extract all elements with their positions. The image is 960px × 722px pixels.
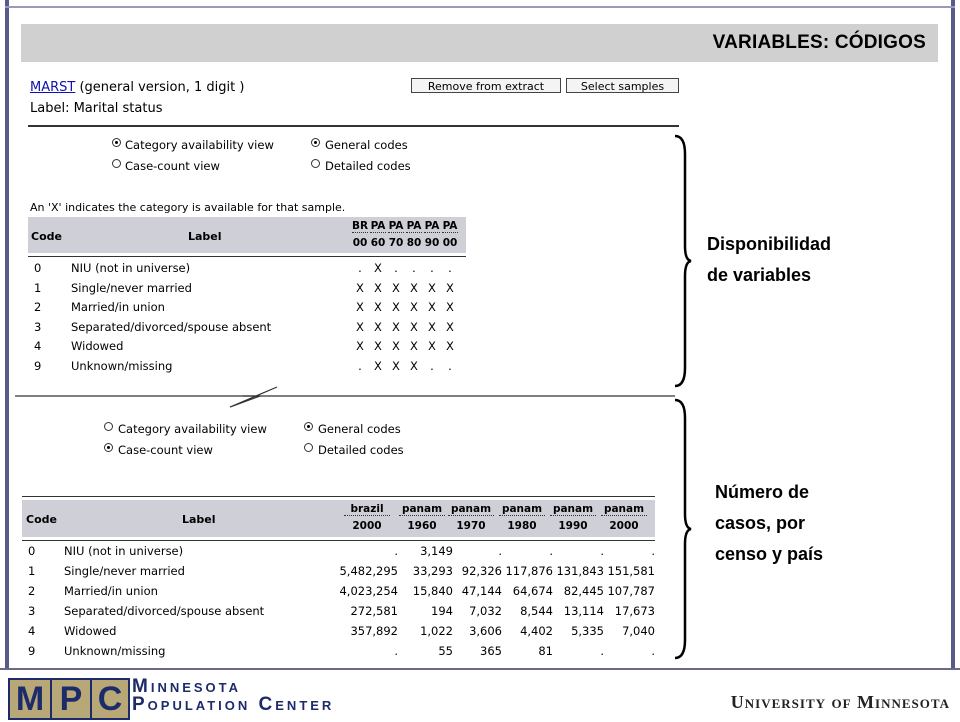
availability-mark: X: [374, 359, 382, 373]
counts-annotation: [715, 477, 823, 570]
sample-country-header: PA: [406, 220, 422, 232]
availability-mark: X: [392, 300, 400, 315]
availability-brace: [672, 134, 692, 388]
count-value: .: [498, 544, 502, 558]
count-value: 7,040: [622, 624, 655, 638]
variable-version: (general version, 1 digit ): [79, 80, 245, 95]
sample-country-header: PA: [370, 220, 386, 232]
count-row-label: Widowed: [64, 624, 117, 638]
availability-row-code: 4: [34, 339, 42, 354]
availability-mark: X: [446, 300, 454, 315]
general-codes-label: General codes: [325, 138, 408, 152]
availability-mark: X: [410, 280, 418, 295]
sample-country-header: PA: [424, 220, 440, 232]
availability-mark: X: [392, 339, 400, 354]
availability-mark: X: [374, 319, 382, 334]
count-value: .: [394, 544, 398, 558]
sample-year-header: 00: [442, 237, 458, 249]
variable-name-link[interactable]: MARST: [30, 80, 76, 95]
count-value: .: [549, 544, 553, 558]
count-year-header: 1960: [407, 520, 437, 532]
availability-mark: X: [392, 319, 400, 334]
availability-mark: .: [358, 261, 362, 275]
count-value: 4,023,254: [339, 584, 398, 598]
title-bar: [21, 24, 938, 62]
availability-row-label: Separated/divorced/spouse absent: [71, 319, 272, 334]
count-table-rule: [22, 540, 655, 541]
count-value: 17,673: [614, 604, 655, 618]
count-row-label: Single/never married: [64, 564, 185, 578]
count-value: 47,144: [461, 584, 502, 598]
availability-mark: X: [392, 359, 400, 373]
counts-annotation-line3: censo y país: [715, 544, 824, 564]
count-value: 117,876: [505, 564, 553, 578]
sample-year-header: 60: [370, 237, 386, 249]
availability-mark: .: [430, 359, 434, 373]
count-value: .: [394, 644, 398, 658]
availability-mark: X: [428, 280, 436, 295]
casecount-view-label: Case-count view: [125, 159, 220, 173]
university-wordmark: University of Minnesota: [730, 692, 950, 712]
count-value: .: [651, 544, 655, 558]
mpc-wordmark: [132, 678, 334, 714]
availability-mark: X: [410, 300, 418, 315]
mpc-wordmark-line2: Population Center: [132, 694, 335, 715]
count-year-header: 2000: [352, 520, 382, 532]
availability-mark: X: [374, 280, 382, 295]
count-row-label: Married/in union: [64, 584, 158, 598]
page-title: VARIABLES: CÓDIGOS: [712, 32, 926, 53]
count-row-label: Separated/divorced/spouse absent: [64, 604, 265, 618]
availability-note: An 'X' indicates the category is available for that sample.: [30, 201, 346, 214]
availability-mark: X: [410, 319, 418, 334]
count-value: .: [600, 644, 604, 658]
category-view-radio-2[interactable]: [104, 422, 113, 431]
count-value: 5,482,295: [339, 564, 398, 578]
count-value: 15,840: [412, 584, 453, 598]
availability-mark: X: [446, 339, 454, 354]
variable-label-key: Label: [30, 101, 66, 116]
availability-table-rule: [28, 256, 466, 257]
frame-left-border: [5, 0, 9, 668]
count-value: 194: [431, 604, 453, 618]
count-value: 33,293: [412, 564, 453, 578]
count-country-header: panam: [399, 503, 445, 516]
count-value: 357,892: [350, 624, 398, 638]
availability-annotation-line2: de variables: [707, 265, 812, 285]
availability-row-label: NIU (not in universe): [71, 261, 191, 275]
availability-mark: X: [410, 339, 418, 354]
count-value: 92,326: [461, 564, 502, 578]
sample-year-header: 80: [406, 237, 422, 249]
count-value: 3,149: [420, 544, 453, 558]
count-value: 55: [438, 644, 453, 658]
count-value: 8,544: [520, 604, 553, 618]
mpc-logo-p: P: [59, 680, 83, 718]
counts-annotation-line2: casos, por: [715, 513, 806, 533]
count-country-header: panam: [550, 503, 596, 516]
sample-country-header: BR: [352, 220, 369, 232]
availability-row-code: 0: [34, 261, 42, 275]
availability-row-label: Widowed: [71, 339, 124, 354]
header-divider: [28, 125, 679, 127]
sample-year-header: 00: [352, 237, 368, 249]
count-row-code: 3: [28, 604, 36, 618]
mpc-logo-m: M: [15, 680, 45, 718]
availability-row-code: 1: [34, 280, 42, 295]
count-table-top-rule: [22, 496, 655, 497]
sample-year-header: 90: [424, 237, 440, 249]
availability-annotation: [707, 229, 831, 291]
availability-mark: X: [446, 280, 454, 295]
availability-mark: .: [448, 261, 452, 275]
availability-mark: X: [428, 300, 436, 315]
detailed-codes-radio[interactable]: [311, 159, 320, 168]
availability-mark: X: [392, 280, 400, 295]
availability-mark: X: [356, 339, 364, 354]
category-view-label-2: Category availability view: [118, 422, 267, 436]
count-row-code: 9: [28, 644, 36, 658]
count-value: 7,032: [469, 604, 502, 618]
mpc-logo-c: C: [97, 680, 123, 718]
availability-mark: .: [430, 261, 434, 275]
count-country-header: panam: [601, 503, 647, 516]
count-row-code: 1: [28, 564, 36, 578]
availability-label-header: Label: [188, 230, 222, 243]
availability-mark: X: [428, 339, 436, 354]
detailed-codes-label-2: Detailed codes: [318, 443, 404, 457]
count-value: 151,581: [607, 564, 655, 578]
availability-mark: .: [448, 359, 452, 373]
availability-mark: X: [356, 319, 364, 334]
availability-mark: X: [374, 300, 382, 315]
frame-right-border: [951, 0, 955, 668]
count-value: 1,022: [420, 624, 453, 638]
count-value: 107,787: [607, 584, 655, 598]
availability-mark: X: [410, 359, 418, 373]
casecount-view-radio[interactable]: [112, 159, 121, 168]
count-row-code: 0: [28, 544, 36, 558]
sample-country-header: PA: [442, 220, 458, 232]
availability-mark: X: [374, 339, 382, 354]
mpc-wordmark-line1: Minnesota: [132, 676, 242, 697]
count-label-header: Label: [182, 513, 216, 526]
count-value: 81: [538, 644, 553, 658]
casecount-view-label-2: Case-count view: [118, 443, 213, 457]
category-view-label: Category availability view: [125, 138, 274, 152]
detailed-codes-label: Detailed codes: [325, 159, 411, 173]
count-value: 272,581: [350, 604, 398, 618]
availability-mark: X: [446, 319, 454, 334]
count-value: 64,674: [512, 584, 553, 598]
count-country-header: panam: [499, 503, 545, 516]
count-value: 82,445: [563, 584, 604, 598]
availability-row-code: 2: [34, 300, 42, 315]
count-value: 365: [480, 644, 502, 658]
count-year-header: 1970: [456, 520, 486, 532]
casecount-view-radio-2[interactable]: [104, 443, 113, 452]
availability-row-code: 3: [34, 319, 42, 334]
general-codes-radio-2[interactable]: [304, 422, 313, 431]
detailed-codes-radio-2[interactable]: [304, 443, 313, 452]
availability-mark: X: [356, 300, 364, 315]
count-country-header: brazil: [344, 503, 390, 516]
availability-code-header: Code: [31, 230, 62, 243]
count-year-header: 2000: [609, 520, 639, 532]
category-view-radio[interactable]: [112, 138, 121, 147]
sample-year-header: 70: [388, 237, 404, 249]
select-samples-button[interactable]: Select samples: [566, 78, 679, 93]
availability-annotation-line1: Disponibilidad: [707, 234, 831, 254]
footer-bar: [0, 668, 960, 722]
availability-row-label: Single/never married: [71, 280, 192, 295]
availability-row-label: Unknown/missing: [71, 359, 173, 373]
count-code-header: Code: [26, 513, 57, 526]
count-value: 5,335: [571, 624, 604, 638]
availability-mark: X: [356, 280, 364, 295]
count-value: 13,114: [563, 604, 604, 618]
general-codes-label-2: General codes: [318, 422, 401, 436]
variable-label-value: : Marital status: [65, 101, 163, 116]
count-row-code: 2: [28, 584, 36, 598]
mpc-logo: [8, 678, 130, 720]
count-value: .: [651, 644, 655, 658]
count-value: 3,606: [469, 624, 502, 638]
remove-from-extract-button[interactable]: Remove from extract: [411, 78, 561, 93]
availability-mark: .: [358, 359, 362, 373]
availability-mark: .: [394, 261, 398, 275]
availability-mark: X: [374, 261, 382, 275]
count-value: 4,402: [520, 624, 553, 638]
count-row-label: NIU (not in universe): [64, 544, 184, 558]
count-row-code: 4: [28, 624, 36, 638]
frame-top-border: [5, 6, 955, 8]
general-codes-radio[interactable]: [311, 138, 320, 147]
counts-brace: [672, 398, 692, 660]
count-value: .: [600, 544, 604, 558]
variable-label: [30, 101, 162, 116]
section-divider: [15, 383, 675, 411]
count-value: 131,843: [556, 564, 604, 578]
sample-country-header: PA: [388, 220, 404, 232]
availability-row-label: Married/in union: [71, 300, 165, 315]
counts-annotation-line1: Número de: [715, 482, 810, 502]
availability-row-code: 9: [34, 359, 42, 373]
availability-mark: X: [428, 319, 436, 334]
count-year-header: 1980: [507, 520, 537, 532]
variable-heading: [30, 80, 244, 95]
count-year-header: 1990: [558, 520, 588, 532]
count-country-header: panam: [448, 503, 494, 516]
availability-mark: .: [412, 261, 416, 275]
count-row-label: Unknown/missing: [64, 644, 166, 658]
